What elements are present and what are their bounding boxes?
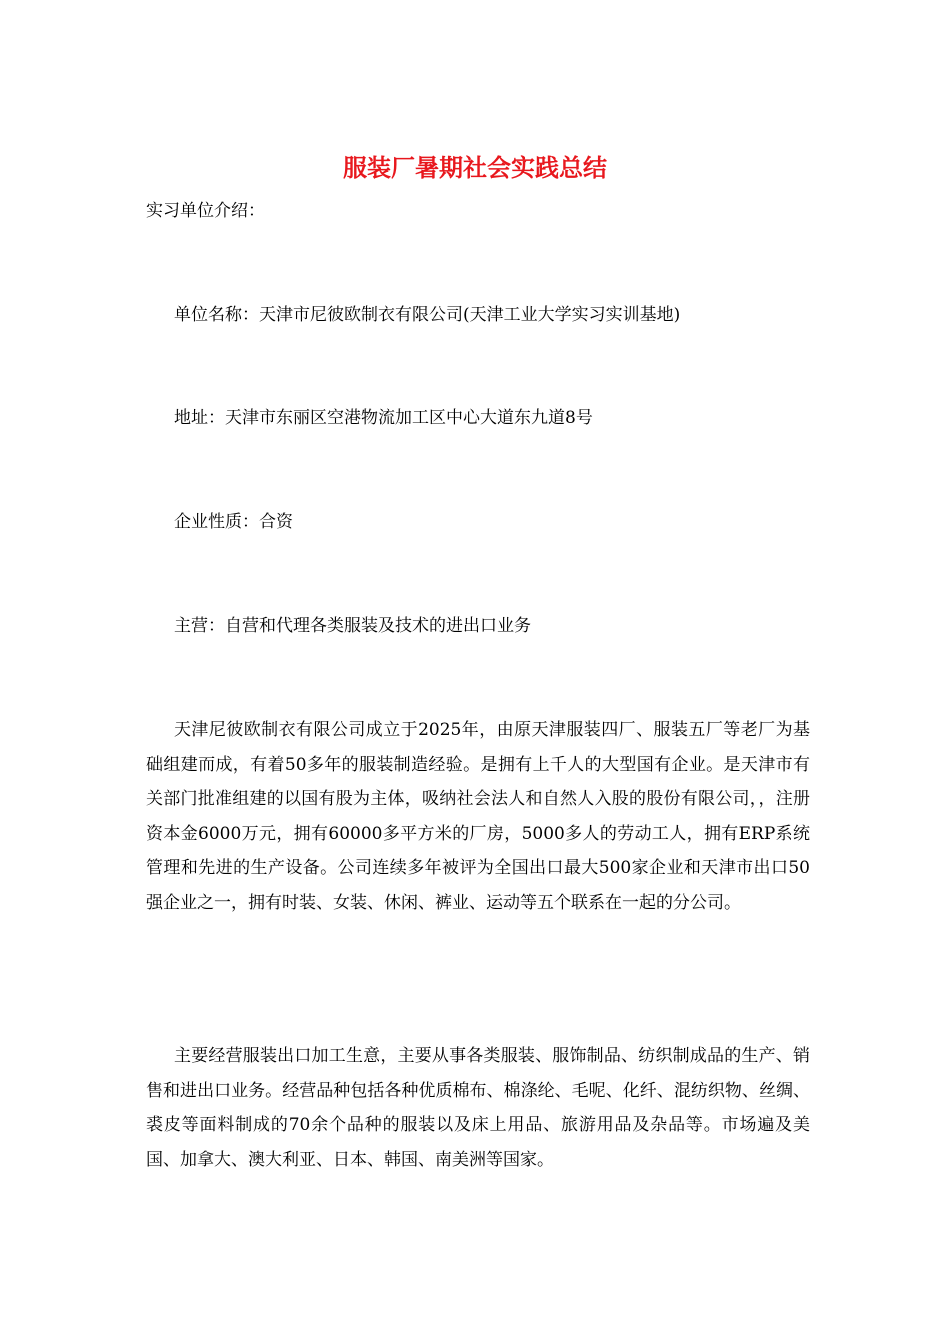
unit-name-line: 单位名称：天津市尼彼欧制衣有限公司(天津工业大学实习实训基地) <box>174 305 681 325</box>
enterprise-nature-line: 企业性质：合资 <box>174 512 293 532</box>
address-line: 地址：天津市东丽区空港物流加工区中心大道东九道8号 <box>174 408 593 428</box>
main-business-line: 主营：自营和代理各类服装及技术的进出口业务 <box>174 616 531 636</box>
company-intro-paragraph: 天津尼彼欧制衣有限公司成立于2025年，由原天津服装四厂、服装五厂等老厂为基础组建而成，有着50多年的服装制造经验。是拥有上千人的大型国有企业。是天津市有关部门批准组建的以国有股为主体，吸纳社会法人和自然人入股的股份有限公司，，注册资本金6000万元，拥有60000多平方米的厂房，5000多人的劳动工人，拥有ERP系统管理和先进的生产设备。公司连续多年被评为全国出口最大500家企业和天津市出口50强企业之一，拥有时装、女装、休闲、裤业、运动等五个联系在一起的分公司。 <box>146 720 810 913</box>
business-scope-paragraph: 主要经营服装出口加工生意，主要从事各类服装、服饰制品、纺织制成品的生产、销售和进出口业务。经营品种包括各种优质棉布、棉涤纶、毛呢、化纤、混纺织物、丝绸、裘皮等面料制成的70余个品种的服装以及床上用品、旅游用品及杂品等。市场遍及美国、加拿大、澳大利亚、日本、韩国、南美洲等国家。 <box>146 1046 810 1170</box>
document-title: 服装厂暑期社会实践总结 <box>343 153 607 182</box>
section-heading: 实习单位介绍： <box>146 201 265 221</box>
